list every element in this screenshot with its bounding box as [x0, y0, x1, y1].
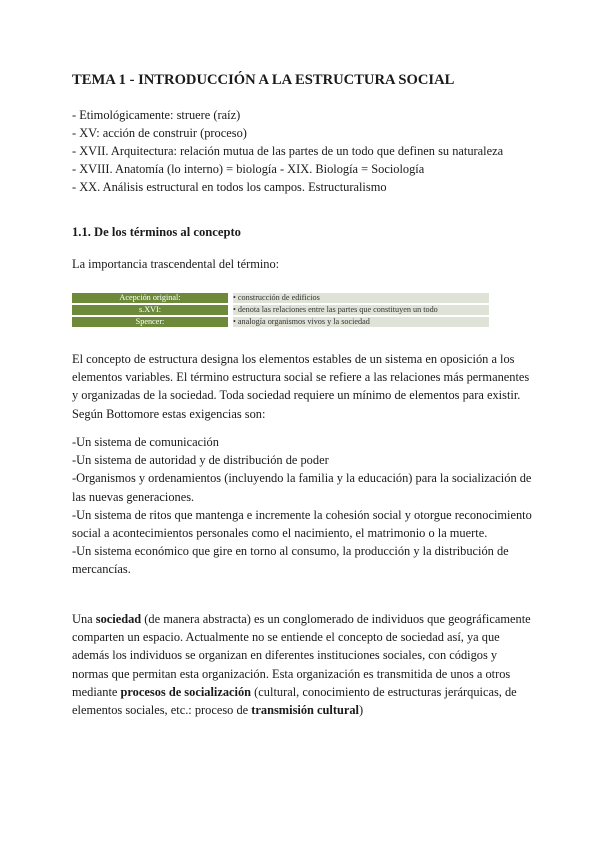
text-run: (de manera abstracta) es un conglomerado de individuos que geográficamente comparten un espacio. Actualmente no se entiende el concepto de sociedad así, ya que además los individuos se organizan en diferentes instituciones sociales, con códigos y normas que permitan esta organización. Esta organización es transmitida de unos a otros mediante	[72, 612, 531, 699]
list-item: -Un sistema de ritos que mantenga e incremente la cohesión social y otorgue reconocimiento social a acontecimientos personales como el nacimiento, el matrimonio o la muerte.	[72, 507, 532, 541]
table-row	[72, 293, 489, 303]
list-item: -Un sistema económico que gire en torno al consumo, la producción y la distribución de mercancías.	[72, 544, 509, 577]
etymology-line: - XVIII. Anatomía (lo interno) = biología - XIX. Biología = Sociología	[72, 162, 425, 176]
terms-table	[72, 291, 489, 329]
term-key: Spencer:	[72, 317, 228, 327]
text-run: Una	[72, 612, 96, 626]
etymology-line: - Etimológicamente: struere (raíz)	[72, 108, 241, 122]
bold-term: transmisión cultural	[251, 703, 360, 718]
list-item: -Un sistema de comunicación	[72, 435, 219, 449]
term-value: • construcción de edificios	[233, 293, 489, 303]
text-run: (cultural, conocimiento de estructuras jerárquicas, de elementos sociales, etc.: proceso de	[72, 684, 517, 718]
bold-term: sociedad	[95, 612, 142, 626]
term-value: • analogía organismos vivos y la sociedad	[233, 317, 489, 327]
term-key: s.XVI:	[72, 305, 228, 315]
term-value: • denota las relaciones entre las partes que constituyen un todo	[233, 305, 489, 315]
page-title: TEMA 1 - INTRODUCCIÓN A LA ESTRUCTURA SOCIAL	[72, 72, 455, 88]
paragraph-structure-concept: El concepto de estructura designa los elementos estables de un sistema en oposición a los elementos variables. El término estructura social se refiere a las relaciones más permanentes y organizadas de la sociedad. Toda sociedad requiere un mínimo de elementos para existir. Según Bottomore estas exigencias son:	[72, 352, 530, 421]
etymology-line: - XV: acción de construir (proceso)	[72, 126, 247, 140]
term-key: Acepción original:	[72, 293, 228, 303]
etymology-line: - XVII. Arquitectura: relación mutua de las partes de un todo que definen su naturaleza	[72, 144, 504, 158]
table-row	[72, 305, 489, 315]
table-row	[72, 317, 489, 327]
etymology-list	[72, 106, 503, 196]
list-item: -Organismos y ordenamientos (incluyendo la familia y la educación) para la socialización de las nuevas generaciones.	[72, 471, 532, 504]
text-run: )	[359, 703, 364, 718]
bold-term: procesos de socialización	[120, 684, 252, 699]
intro-line: La importancia trascendental del término:	[72, 257, 280, 271]
section-title: 1.1. De los términos al concepto	[72, 225, 241, 239]
requirements-list	[72, 433, 532, 579]
paragraph-society	[72, 610, 532, 719]
etymology-line: - XX. Análisis estructural en todos los campos. Estructuralismo	[72, 180, 387, 194]
list-item: -Un sistema de autoridad y de distribución de poder	[72, 453, 329, 468]
